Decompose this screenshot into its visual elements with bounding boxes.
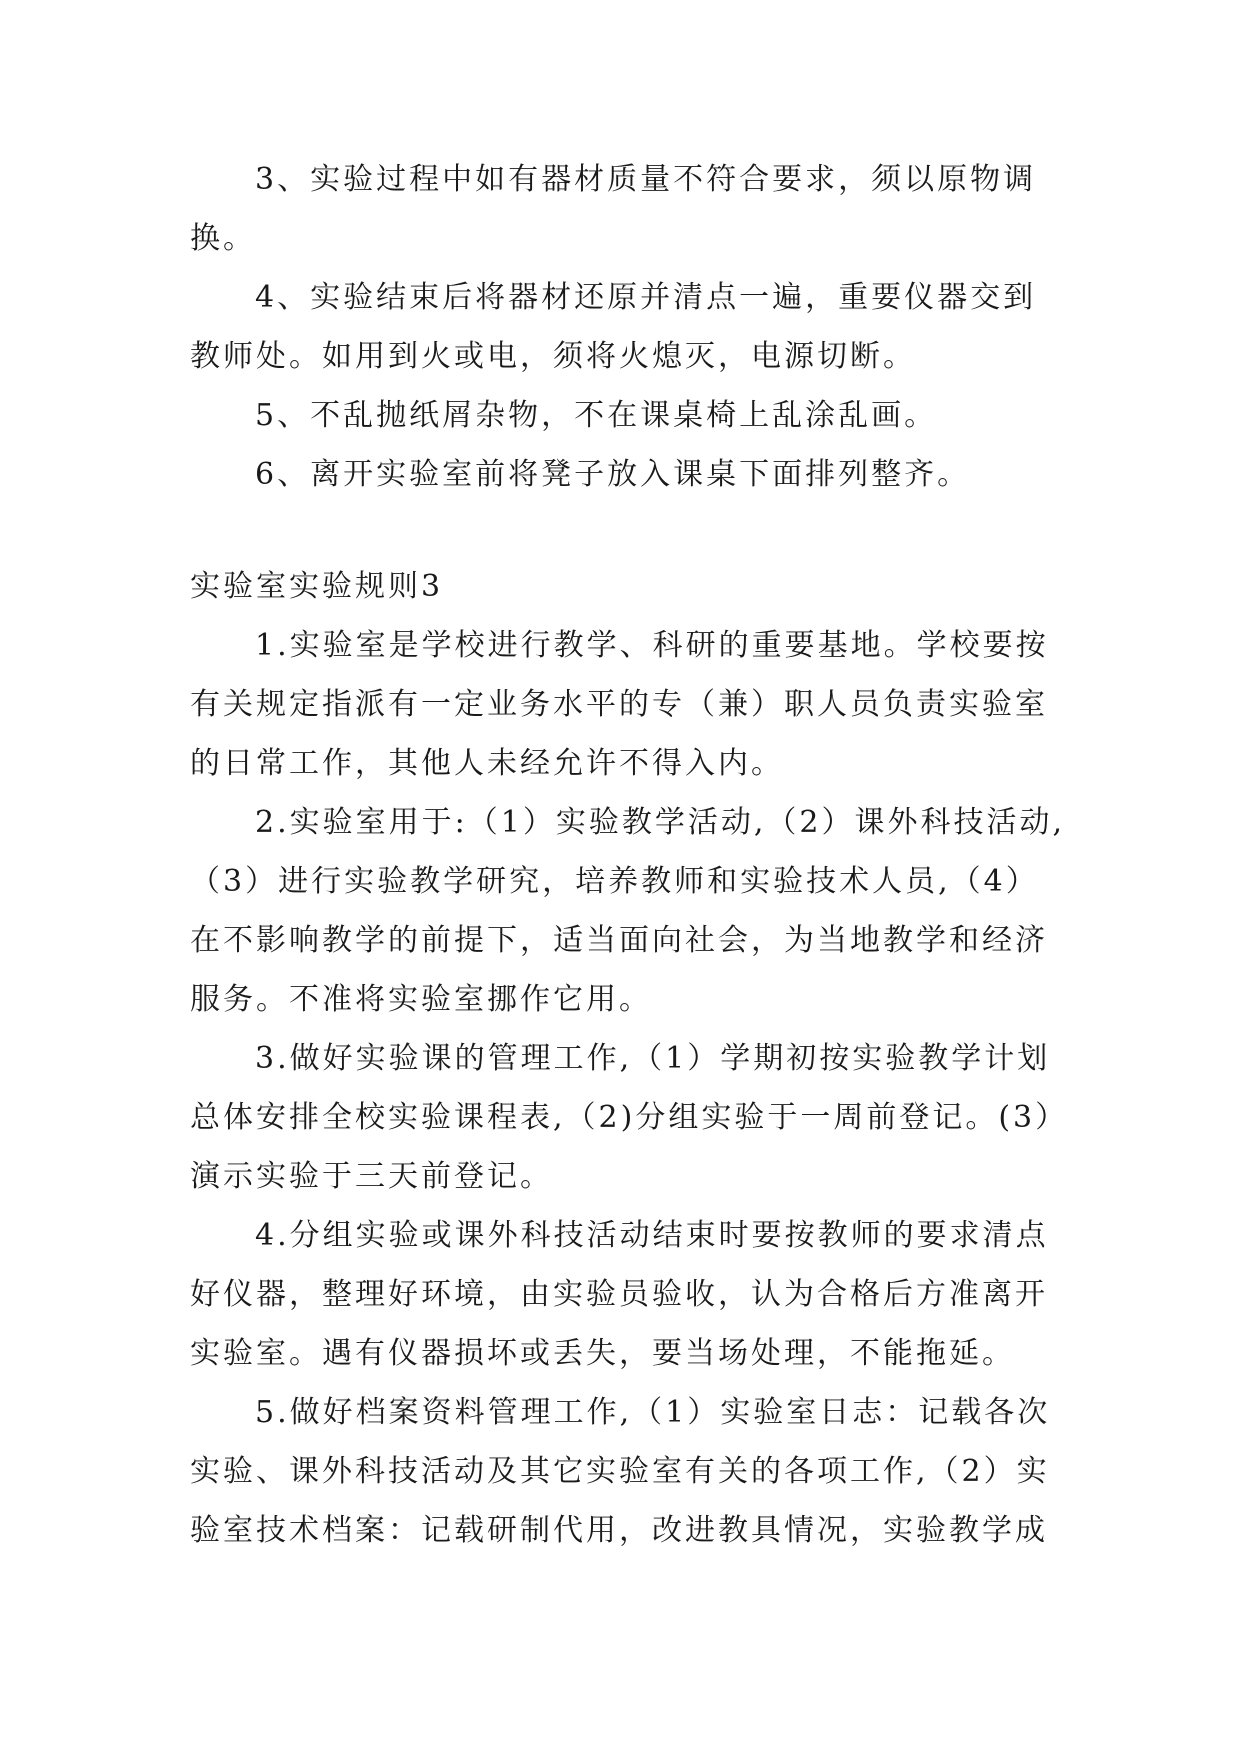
paragraph-3: 5、不乱抛纸屑杂物，不在课桌椅上乱涂乱画。: [255, 398, 938, 433]
rule-1: 1.实验室是学校进行教学、科研的重要基地。学校要按有关规定指派有一定业务水平的专（兼）职人员负责实验室的日常工作，其他人未经允许不得入内。: [190, 628, 1049, 781]
paragraph-2: 4、实验结束后将器材还原并清点一遍，重要仪器交到教师处。如用到火或电，须将火熄灭，电源切断。: [190, 280, 1037, 374]
rule-4: 4.分组实验或课外科技活动结束时要按教师的要求清点好仪器，整理好环境，由实验员验收，认为合格后方准离开实验室。遇有仪器损坏或丢失，要当场处理，不能拖延。: [190, 1218, 1049, 1371]
rule-5: 5.做好档案资料管理工作,（1）实验室日志：记载各次实验、课外科技活动及其它实验室有关的各项工作,（2）实验室技术档案：记载研制代用，改进教具情况，实验教学成: [190, 1395, 1051, 1548]
section-title: 实验室实验规则3: [190, 569, 444, 604]
paragraph-4: 6、离开实验室前将凳子放入课桌下面排列整齐。: [255, 457, 971, 492]
top-section: [190, 150, 1065, 504]
rule-2: 2.实验室用于:（1）实验教学活动,（2）课外科技活动,（3）进行实验教学研究，培养教师和实验技术人员,（4）在不影响教学的前提下，适当面向社会，为当地教学和经济服务。不准将实验室挪作它用。: [190, 805, 1065, 1017]
rule-3: 3.做好实验课的管理工作,（1）学期初按实验教学计划总体安排全校实验课程表,（2)分组实验于一周前登记。(3）演示实验于三天前登记。: [190, 1041, 1054, 1194]
rules-section: [190, 557, 1065, 1560]
paragraph-1: 3、实验过程中如有器材质量不符合要求，须以原物调换。: [190, 162, 1037, 256]
